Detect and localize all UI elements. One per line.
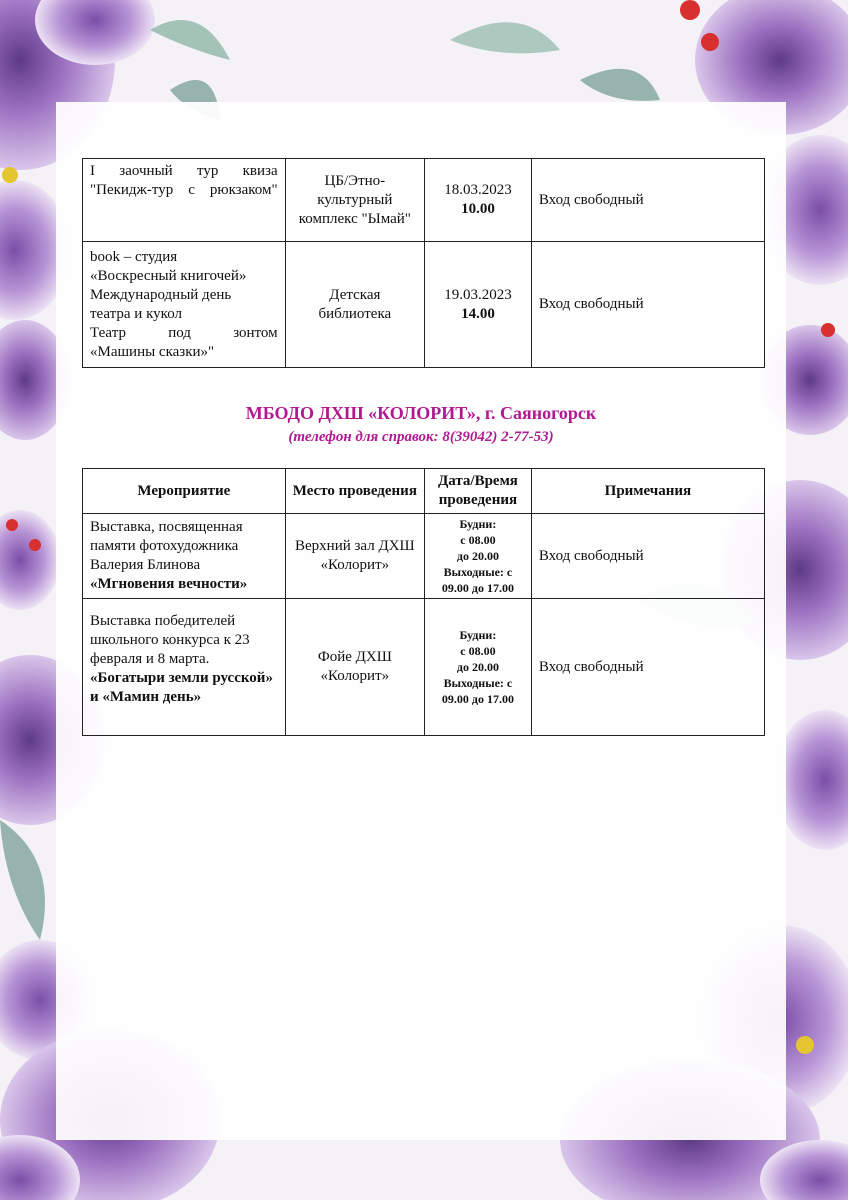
schedule-cell — [425, 514, 532, 599]
event-cell — [83, 599, 286, 736]
time-text: 14.00 — [461, 305, 495, 322]
place-cell: Верхний зал ДХШ «Колорит» — [285, 514, 424, 599]
event-cell — [83, 514, 286, 599]
table-header-row — [83, 469, 765, 514]
note-cell: Вход свободный — [531, 242, 764, 368]
event-line: театра и кукол — [90, 305, 182, 322]
event-line: "Пекидж-тур с рюкзаком" — [90, 182, 278, 198]
header-notes: Примечания — [531, 469, 764, 514]
table-row — [83, 514, 765, 599]
events-table-continued — [82, 158, 765, 368]
date-text: 18.03.2023 — [444, 182, 512, 198]
schedule-line: Будни: — [459, 517, 497, 531]
schedule-line: до 20.00 — [456, 660, 499, 674]
section-title: МБОДО ДХШ «КОЛОРИТ», г. Саяногорск — [245, 403, 597, 423]
schedule-line: Будни: — [459, 628, 497, 642]
date-cell — [425, 242, 532, 368]
date-text: 19.03.2023 — [444, 286, 512, 303]
date-cell — [425, 159, 532, 242]
event-line: «Машины сказки»" — [90, 343, 215, 360]
place-cell: ЦБ/Этно-культурный комплекс "Ымай" — [285, 159, 424, 242]
note-cell: Вход свободный — [531, 514, 764, 599]
event-cell — [83, 242, 286, 368]
table-row — [83, 159, 765, 242]
table-row — [83, 599, 765, 736]
note-cell: Вход свободный — [531, 599, 764, 736]
event-title: «Мгновения вечности» — [90, 576, 248, 592]
schedule-line: до 20.00 — [456, 549, 499, 563]
event-line: Театр под зонтом — [90, 324, 278, 341]
schedule-line: с 08.00 — [460, 533, 496, 547]
event-line: «Воскресный книгочей» — [90, 267, 247, 284]
event-cell — [83, 159, 286, 242]
note-cell: Вход свободный — [531, 159, 764, 242]
header-place: Место проведения — [285, 469, 424, 514]
event-line: Международный день — [90, 286, 232, 303]
schedule-line: 09.00 до 17.00 — [441, 581, 514, 595]
event-line: I заочный тур квиза — [90, 163, 278, 179]
section-subtitle: (телефон для справок: 8(39042) 2-77-53) — [288, 429, 554, 445]
place-cell: Фойе ДХШ «Колорит» — [285, 599, 424, 736]
header-event: Мероприятие — [83, 469, 286, 514]
schedule-line: с 08.00 — [460, 644, 496, 658]
schedule-line: Выходные: с — [443, 565, 513, 579]
schedule-line: Выходные: с — [443, 676, 513, 690]
event-text: Выставка победителей школьного конкурса к 23 февраля и 8 марта. — [90, 613, 250, 667]
time-text: 10.00 — [461, 201, 495, 217]
place-cell: Детская библиотека — [285, 242, 424, 368]
kolorit-events-table — [82, 468, 765, 736]
event-text: Выставка, посвященная памяти фотохудожника Валерия Блинова — [90, 519, 243, 573]
schedule-line: 09.00 до 17.00 — [441, 692, 514, 706]
header-datetime: Дата/Время проведения — [425, 469, 532, 514]
table-row — [83, 242, 765, 368]
event-line: book – студия — [90, 248, 178, 265]
schedule-cell — [425, 599, 532, 736]
event-title: «Богатыри земли русской» и «Мамин день» — [90, 670, 273, 705]
